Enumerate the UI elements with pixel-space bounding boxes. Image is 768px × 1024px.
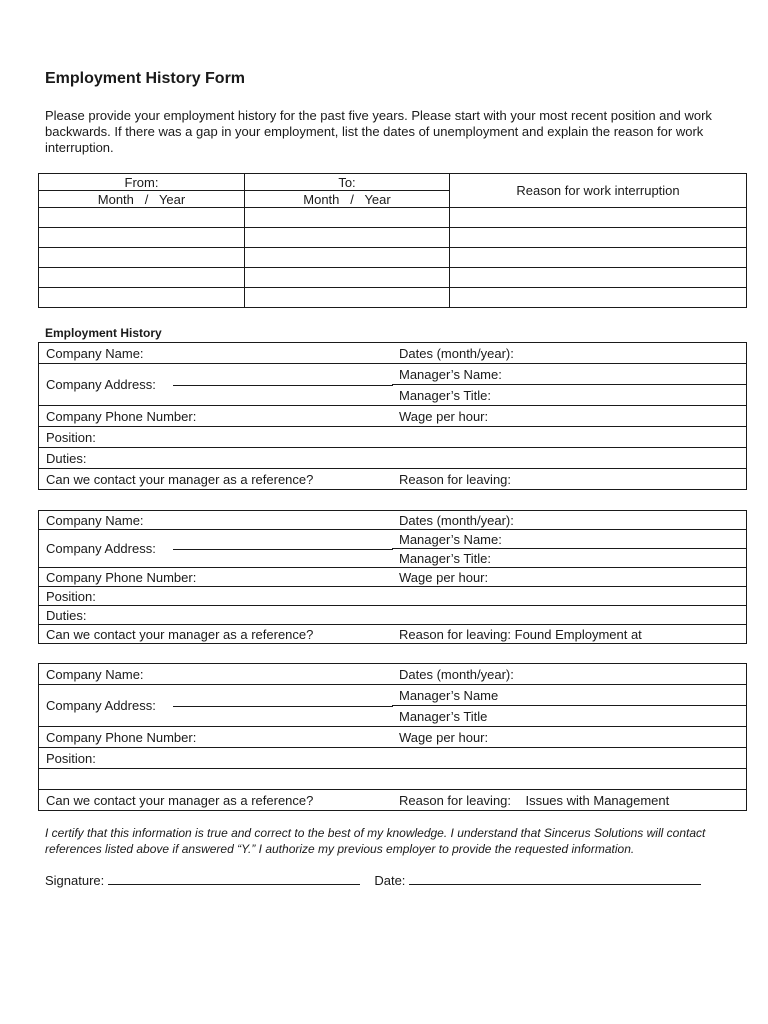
contact-reference-field[interactable]: Can we contact your manager as a reference? bbox=[39, 625, 393, 644]
gap-to-cell[interactable] bbox=[245, 268, 450, 288]
reason-leaving-field[interactable]: Reason for leaving: bbox=[392, 469, 747, 490]
gap-row bbox=[39, 228, 747, 248]
gap-row bbox=[39, 288, 747, 308]
signature-row bbox=[45, 872, 701, 888]
employer-block-3 bbox=[38, 663, 747, 811]
company-name-field[interactable]: Company Name: bbox=[39, 511, 393, 530]
gap-from-cell[interactable] bbox=[39, 248, 245, 268]
position-field[interactable]: Position: bbox=[39, 748, 747, 769]
gap-reason-cell[interactable] bbox=[450, 288, 747, 308]
company-address-field[interactable] bbox=[39, 530, 393, 568]
to-month-year: Month / Year bbox=[303, 191, 391, 207]
form-title: Employment History Form bbox=[45, 70, 246, 87]
reason-header: Reason for work interruption bbox=[450, 174, 747, 208]
company-address-label: Company Address: bbox=[46, 541, 156, 556]
duties-field[interactable] bbox=[39, 769, 747, 790]
from-subheader bbox=[39, 191, 245, 208]
signature-label: Signature: bbox=[45, 873, 105, 888]
gap-to-cell[interactable] bbox=[245, 248, 450, 268]
gap-from-cell[interactable] bbox=[39, 288, 245, 308]
manager-title-field[interactable]: Manager’s Title bbox=[392, 706, 747, 727]
signature-line[interactable] bbox=[108, 872, 360, 885]
phone-field[interactable]: Company Phone Number: bbox=[39, 406, 393, 427]
company-address-field[interactable] bbox=[39, 685, 393, 727]
certification-statement: I certify that this information is true and correct to the best of my knowledge. I understand that Sincerus Solutions will contact references listed above if answered “Y.” I authorize my previous employer to provide the requested information. bbox=[45, 826, 706, 856]
company-address-label: Company Address: bbox=[46, 698, 156, 713]
duties-field[interactable]: Duties: bbox=[39, 448, 747, 469]
manager-name-field[interactable]: Manager’s Name bbox=[392, 685, 747, 706]
to-subheader bbox=[245, 191, 450, 208]
gap-to-cell[interactable] bbox=[245, 208, 450, 228]
gap-reason-cell[interactable] bbox=[450, 208, 747, 228]
phone-field[interactable]: Company Phone Number: bbox=[39, 727, 393, 748]
reason-leaving-field[interactable]: Reason for leaving: Issues with Management bbox=[392, 790, 747, 811]
gap-row bbox=[39, 268, 747, 288]
company-name-field[interactable]: Company Name: bbox=[39, 343, 393, 364]
gap-from-cell[interactable] bbox=[39, 268, 245, 288]
position-field[interactable]: Position: bbox=[39, 427, 747, 448]
employment-gap-table bbox=[38, 173, 747, 308]
wage-field[interactable]: Wage per hour: bbox=[392, 727, 747, 748]
reason-leaving-field[interactable]: Reason for leaving: Found Employment at bbox=[392, 625, 747, 644]
wage-field[interactable]: Wage per hour: bbox=[392, 568, 747, 587]
employer-block-1 bbox=[38, 342, 747, 490]
company-address-label: Company Address: bbox=[46, 377, 156, 392]
gap-to-cell[interactable] bbox=[245, 288, 450, 308]
manager-name-field[interactable]: Manager’s Name: bbox=[392, 530, 747, 549]
from-label: From: bbox=[124, 174, 159, 190]
to-header bbox=[245, 174, 450, 191]
company-name-field[interactable]: Company Name: bbox=[39, 664, 393, 685]
manager-title-field[interactable]: Manager’s Title: bbox=[392, 385, 747, 406]
phone-field[interactable]: Company Phone Number: bbox=[39, 568, 393, 587]
from-month-year: Month / Year bbox=[97, 191, 186, 207]
gap-row bbox=[39, 248, 747, 268]
contact-reference-field[interactable]: Can we contact your manager as a reference? bbox=[39, 469, 393, 490]
from-header bbox=[39, 174, 245, 191]
manager-name-field[interactable]: Manager’s Name: bbox=[392, 364, 747, 385]
date-label: Date: bbox=[374, 873, 406, 888]
dates-field[interactable]: Dates (month/year): bbox=[392, 511, 747, 530]
employment-history-heading: Employment History bbox=[45, 326, 162, 340]
manager-title-field[interactable]: Manager’s Title: bbox=[392, 549, 747, 568]
gap-to-cell[interactable] bbox=[245, 228, 450, 248]
to-label: To: bbox=[338, 174, 356, 190]
employer-block-2 bbox=[38, 510, 747, 644]
form-instructions: Please provide your employment history for the past five years. Please start with your most recent position and work backwards. If there was a gap in your employment, list the dates of unemployment and explain the reason for work interruption. bbox=[45, 108, 712, 155]
duties-field[interactable]: Duties: bbox=[39, 606, 747, 625]
gap-reason-cell[interactable] bbox=[450, 228, 747, 248]
gap-from-cell[interactable] bbox=[39, 228, 245, 248]
contact-reference-field[interactable]: Can we contact your manager as a reference? bbox=[39, 790, 393, 811]
gap-reason-cell[interactable] bbox=[450, 268, 747, 288]
dates-field[interactable]: Dates (month/year): bbox=[392, 343, 747, 364]
wage-field[interactable]: Wage per hour: bbox=[392, 406, 747, 427]
gap-row bbox=[39, 208, 747, 228]
gap-reason-cell[interactable] bbox=[450, 248, 747, 268]
gap-from-cell[interactable] bbox=[39, 208, 245, 228]
dates-field[interactable]: Dates (month/year): bbox=[392, 664, 747, 685]
company-address-field[interactable] bbox=[39, 364, 393, 406]
position-field[interactable]: Position: bbox=[39, 587, 747, 606]
date-line[interactable] bbox=[409, 872, 701, 885]
